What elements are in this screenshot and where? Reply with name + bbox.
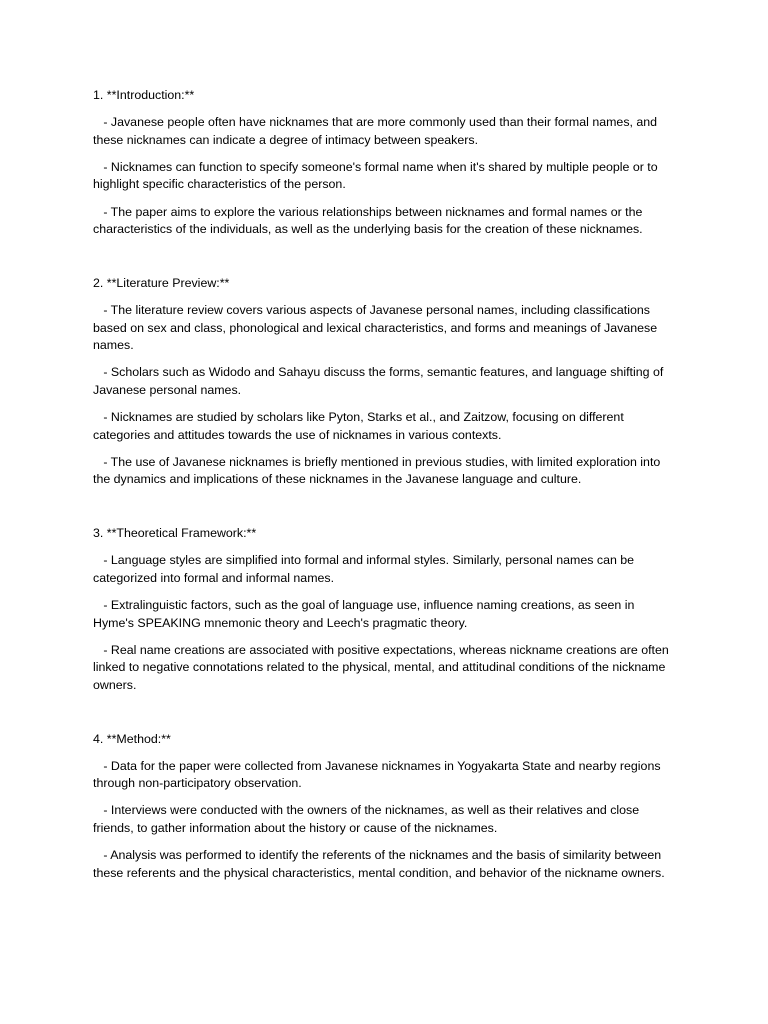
section-heading: 4. **Method:** <box>93 731 171 746</box>
section-heading: 1. **Introduction:** <box>93 88 195 102</box>
bullet-paragraph: - Data for the paper were collected from Javanese nicknames in Yogyakarta State and nearby regions through non-participatory observation. <box>93 758 664 791</box>
bullet-paragraph: - The literature review covers various aspects of Javanese personal names, including classifications based on sex and class, phonological and lexical characteristics, and forms and meanings of Javanese names. <box>93 302 661 353</box>
bullet-paragraph: - Nicknames can function to specify someone's formal name when it's shared by multiple people or to highlight specific characteristics of the person. <box>93 159 662 192</box>
section-heading: 3. **Theoretical Framework:** <box>93 526 257 541</box>
bullet-paragraph: - Analysis was performed to identify the referents of the nicknames and the basis of similarity between these referents and the physical characteristics, mental condition, and behavior of the nickname owners. <box>93 848 665 880</box>
section-introduction <box>93 87 676 239</box>
bullet-paragraph: - Interviews were conducted with the owners of the nicknames, as well as their relatives and close friends, to gather information about the history or cause of the nicknames. <box>93 803 643 835</box>
bullet-paragraph: - Nicknames are studied by scholars like Pyton, Starks et al., and Zaitzow, focusing on different categories and attitudes towards the use of nicknames in various contexts. <box>93 410 628 442</box>
bullet-paragraph: - Scholars such as Widodo and Sahayu discuss the forms, semantic features, and language shifting of Javanese personal names. <box>93 365 667 397</box>
section-literature-preview <box>93 275 676 489</box>
bullet-paragraph: - Real name creations are associated with positive expectations, whereas nickname creations are often linked to negative connotations related to the physical, mental, and attitudinal conditions of the nickname owners. <box>93 642 673 692</box>
bullet-paragraph: - Language styles are simplified into formal and informal styles. Similarly, personal names can be categorized into formal and informal names. <box>93 553 638 585</box>
bullet-paragraph: - Javanese people often have nicknames that are more commonly used than their formal names, and these nicknames can indicate a degree of intimacy between speakers. <box>93 115 661 147</box>
bullet-paragraph: - The use of Javanese nicknames is briefly mentioned in previous studies, with limited exploration into the dynamics and implications of these nicknames in the Javanese language and culture. <box>93 454 664 487</box>
bullet-paragraph: - Extralinguistic factors, such as the goal of language use, influence naming creations, as seen in Hyme's SPEAKING mnemonic theory and Leech's pragmatic theory. <box>93 597 638 630</box>
section-method <box>93 731 676 883</box>
section-heading: 2. **Literature Preview:** <box>93 275 230 290</box>
section-theoretical-framework <box>93 525 676 694</box>
bullet-paragraph: - The paper aims to explore the various relationships between nicknames and formal names or the characteristics of the individuals, as well as the underlying basis for the creation of these nicknames. <box>93 204 646 237</box>
